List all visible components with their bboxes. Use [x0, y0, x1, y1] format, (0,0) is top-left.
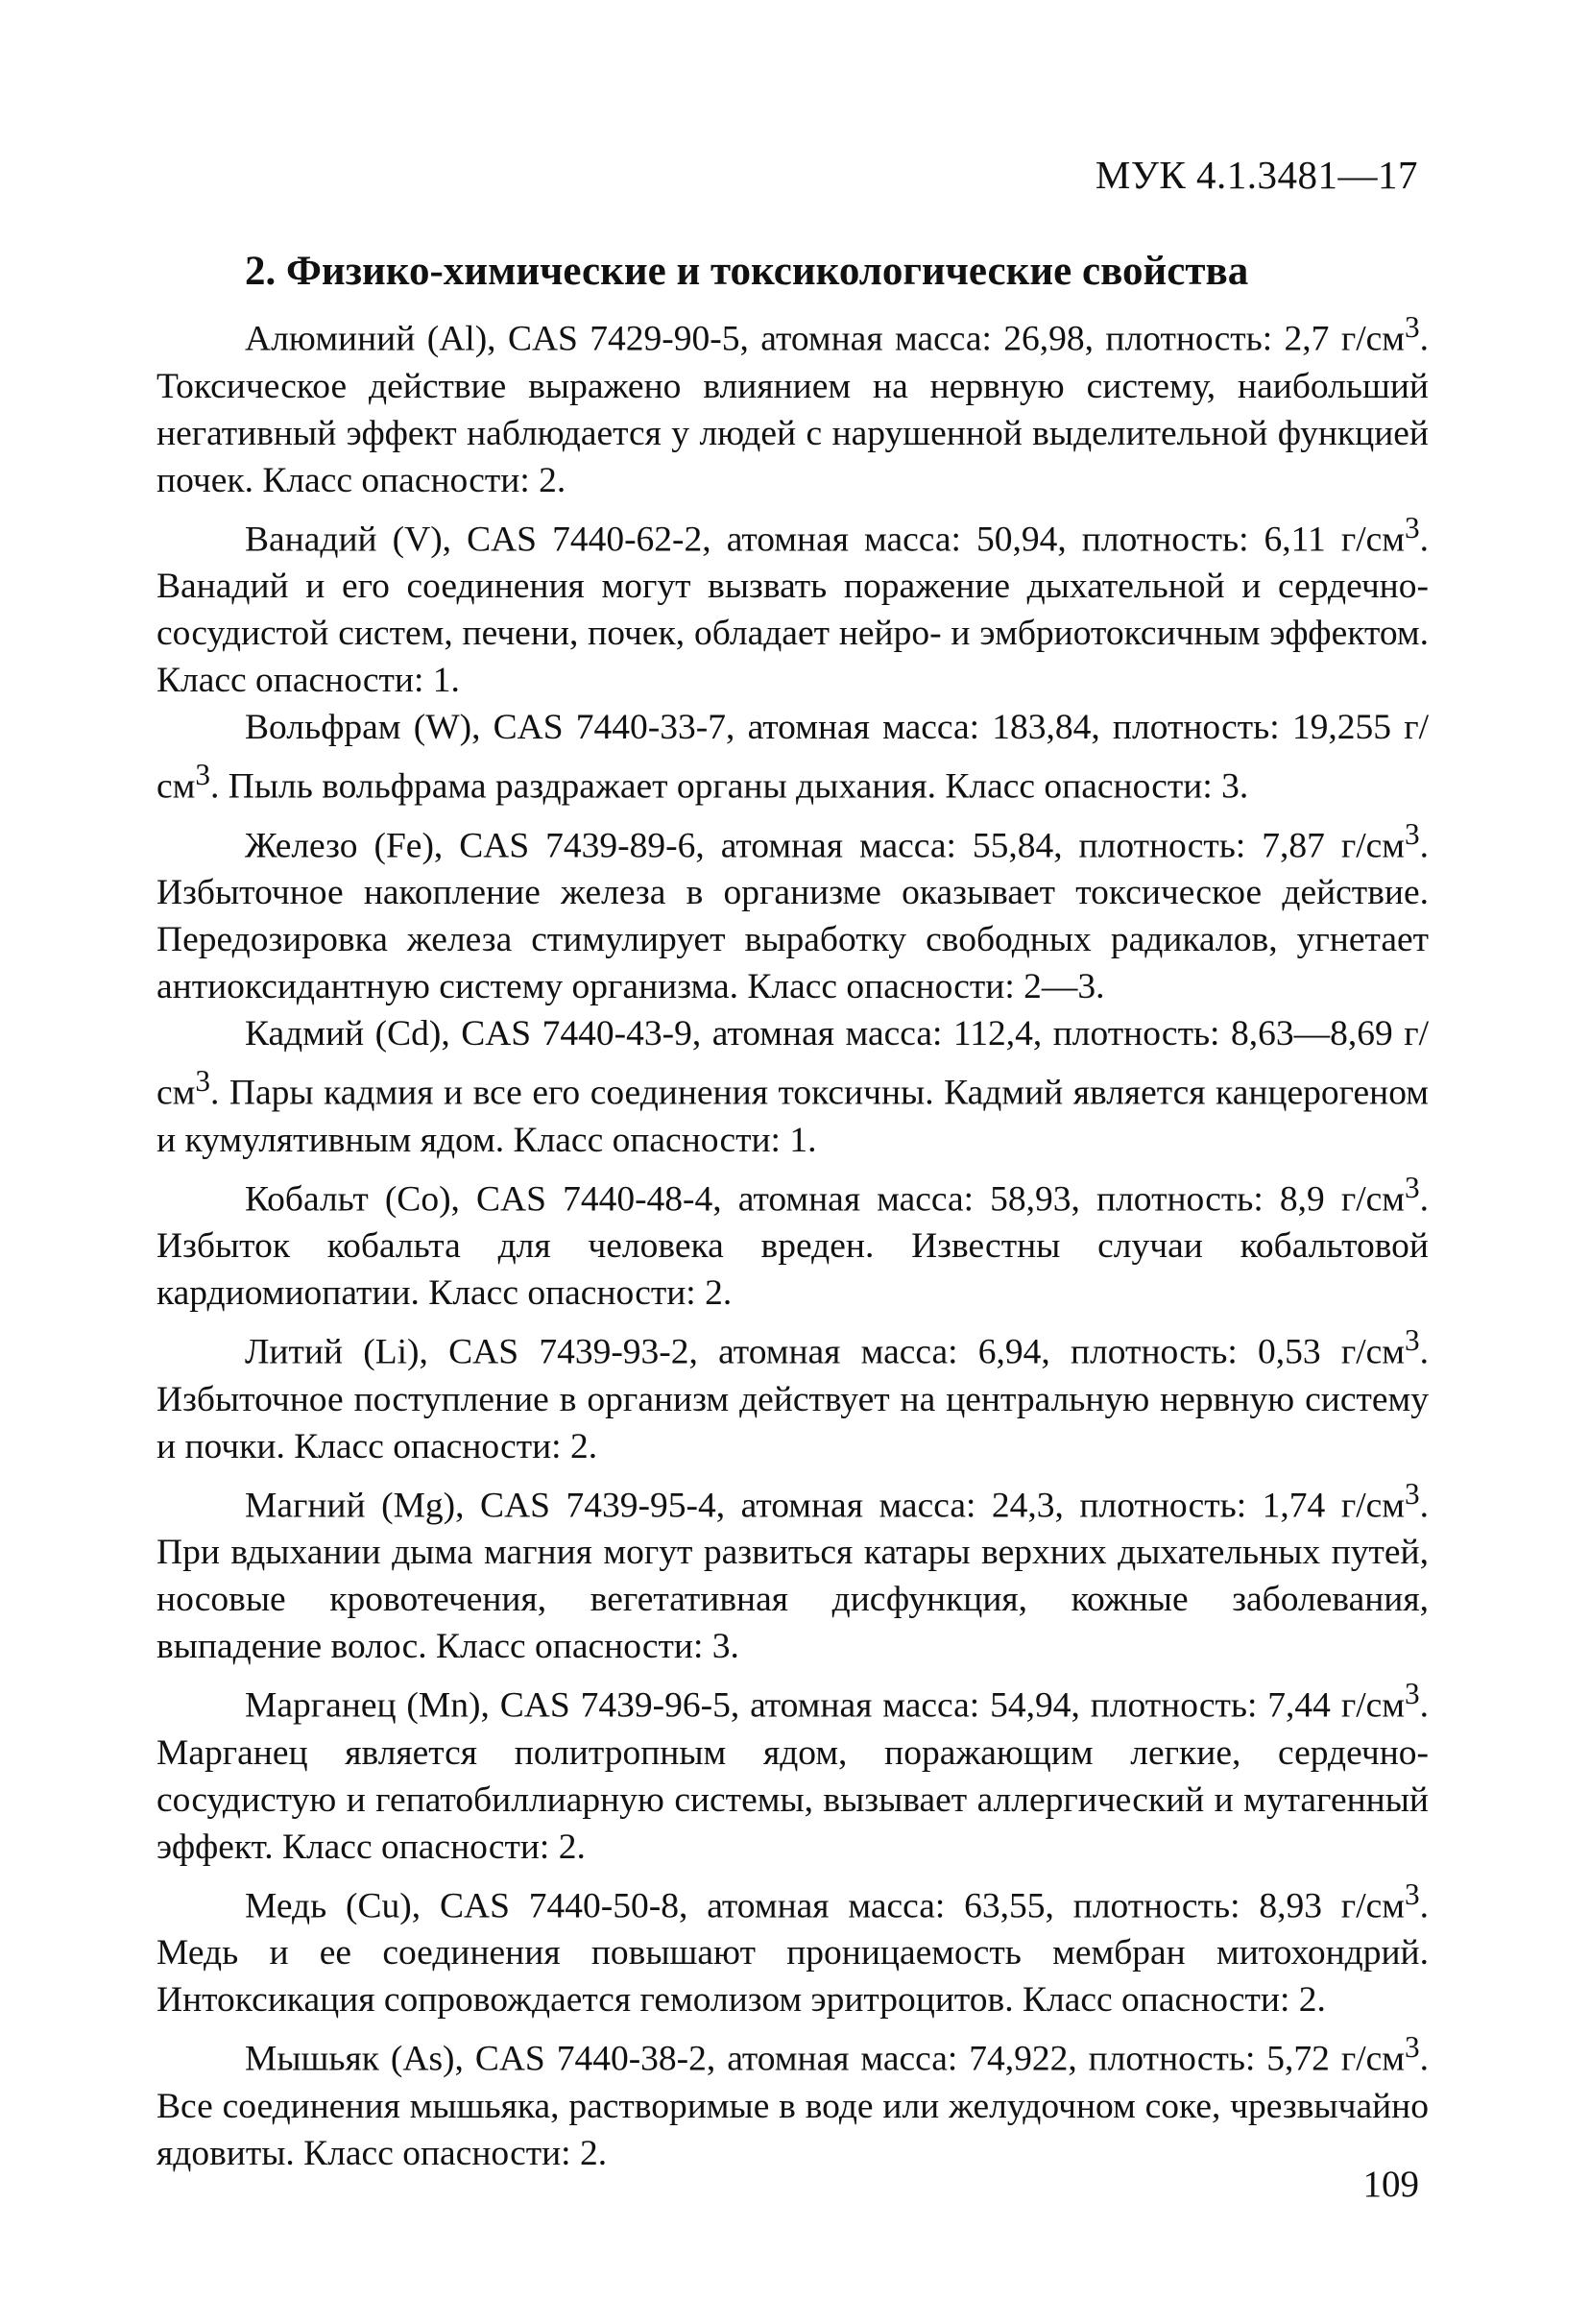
paragraph-lithium: Литий (Li), CAS 7439-93-2, атомная масса: 6,94, плотность: 0,53 $г/см^3$. Избыточное поступление в организм действует на центральную нервную систему и почки. Класс опасности: 2.	[156, 1323, 1429, 1466]
paragraph-aluminium: Алюминий (Al), CAS 7429-90-5, атомная масса: 26,98, плотность: 2,7 $г/см^3$. Токсическое действие выражено влиянием на нервную систему, наибольший негативный эффект наблюдается у людей с нарушенной выделительной функцией почек. Класс опасности: 2.	[156, 310, 1429, 500]
section-title: 2. Физико-химические и токсикологические свойства	[245, 249, 1249, 294]
paragraph-magnesium: Магний (Mg), CAS 7439-95-4, атомная масса: 24,3, плотность: 1,74 $г/см^3$. При вдыхании дыма магния могут развиться катары верхних дыхательных путей, носовые кровотечения, вегетативная дисфункция, кожные заболевания, выпадение волос. Класс опасности: 3.	[156, 1476, 1429, 1666]
body-text	[156, 303, 1429, 2177]
paragraph-cobalt: Кобальт (Co), CAS 7440-48-4, атомная масса: 58,93, плотность: 8,9 $г/см^3$. Избыток кобальта для человека вреден. Известны случаи кобальтовой кардиомиопатии. Класс опасности: 2.	[156, 1170, 1429, 1313]
paragraph-copper: Медь (Cu), CAS 7440-50-8, атомная масса: 63,55, плотность: 8,93 $г/см^3$. Медь и ее соединения повышают проницаемость мембран митохондрий. Интоксикация сопровождается гемолизом эритроцитов. Класс опасности: 2.	[156, 1876, 1429, 2020]
paragraph-iron: Железо (Fe), CAS 7439-89-6, атомная масса: 55,84, плотность: 7,87 $г/см^3$. Избыточное накопление железа в организме оказывает токсическое действие. Передозировка железа стимулирует выработку свободных радикалов, угнетает антиоксидантную систему организма. Класс опасности: 2—3.	[156, 816, 1429, 1006]
paragraph-tungsten: Вольфрам (W), CAS 7440-33-7, атомная масса: 183,84, плотность: 19,255 $г/см^3$. Пыль вольфрама раздражает органы дыхания. Класс опасности: 3.	[156, 708, 1429, 807]
paragraph-vanadium: Ванадий (V), CAS 7440-62-2, атомная масса: 50,94, плотность: 6,11 $г/см^3$. Ванадий и его соединения могут вызвать поражение дыхательной и сердечно-сосудистой систем, печени, почек, обладает нейро- и эмбриотоксичным эффектом. Класс опасности: 1.	[156, 510, 1429, 700]
paragraph-arsenic: Мышьяк (As), CAS 7440-38-2, атомная масса: 74,922, плотность: 5,72 $г/см^3$. Все соединения мышьяка, растворимые в воде или желудочном соке, чрезвычайно ядовиты. Класс опасности: 2.	[156, 2030, 1429, 2173]
paragraph-manganese: Марганец (Mn), CAS 7439-96-5, атомная масса: 54,94, плотность: 7,44 $г/см^3$. Марганец является политропным ядом, поражающим легкие, сердечно-сосудистую и гепатобиллиарную системы, вызывает аллергический и мутагенный эффект. Класс опасности: 2.	[156, 1677, 1429, 1867]
page-number: 109	[1362, 2164, 1419, 2205]
document-code: МУК 4.1.3481—17	[1095, 153, 1418, 197]
paragraph-cadmium: Кадмий (Cd), CAS 7440-43-9, атомная масса: 112,4, плотность: 8,63—8,69 $г/см^3$. Пары кадмия и все его соединения токсичны. Кадмий является канцерогеном и кумулятивным ядом. Класс опасности: 1.	[156, 1014, 1429, 1160]
